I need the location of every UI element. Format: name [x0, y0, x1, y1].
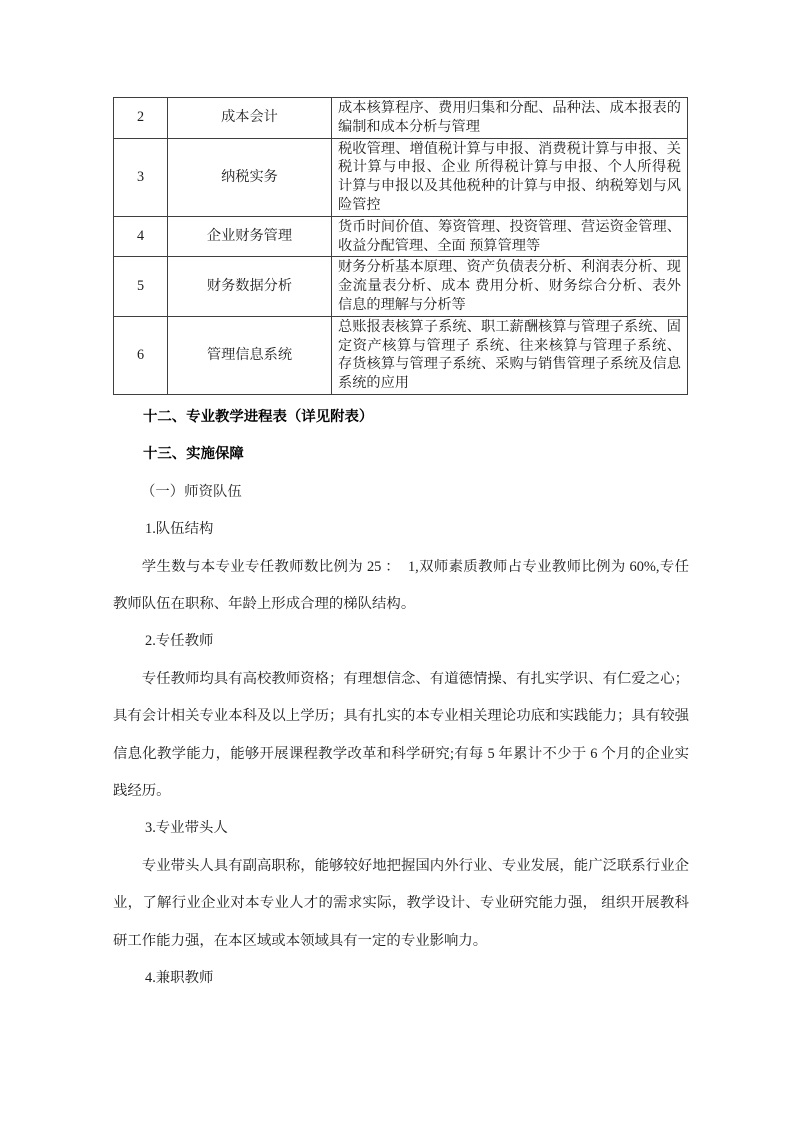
course-number-cell: 5 [114, 257, 168, 316]
heading-section-12: 十二、专业教学进程表（详见附表） [143, 409, 374, 425]
item-program-leader: 3.专业带头人 [145, 820, 228, 837]
course-content-cell: 货币时间价值、筹资管理、投资管理、营运资金管理、收益分配管理、全面 预算管理等 [332, 216, 688, 257]
paragraph-program-leader: 专业带头人具有副高职称，能够较好地把握国内外行业、专业发展，能广泛联系行业企业，了解行业企业对本专业人才的需求实际，教学设计、专业研究能力强， 组织开展教科研工作能力强，在本区域或本领域具有一定的专业影响力。 [113, 857, 689, 949]
item-fulltime-teachers: 2.专任教师 [145, 633, 214, 650]
course-number-cell: 2 [114, 98, 168, 139]
table-row [114, 316, 688, 394]
course-name-cell: 成本会计 [168, 98, 332, 139]
table-row [114, 98, 688, 139]
document-body [113, 399, 689, 998]
course-content-cell: 总账报表核算子系统、职工薪酬核算与管理子系统、固定资产核算与管理子 系统、往来核算与管理子系统、存货核算与管理子系统、采购与销售管理子系统及信息系统的应用 [332, 316, 688, 394]
item-team-structure: 1.队伍结构 [145, 521, 214, 538]
subheading-faculty-team: （一）师资队伍 [141, 483, 242, 500]
course-content-cell: 财务分析基本原理、资产负债表分析、利润表分析、现金流量表分析、成本 费用分析、财务综合分析、表外信息的理解与分析等 [332, 257, 688, 316]
paragraph-team-structure: 学生数与本专业专任教师数比例为 25 ： 1,双师素质教师占专业教师比例为 60%,专任教师队伍在职称、年龄上形成合理的梯队结构。 [113, 558, 689, 613]
course-name-cell: 财务数据分析 [168, 257, 332, 316]
heading-section-13: 十三、实施保障 [143, 446, 244, 463]
table-row [114, 138, 688, 216]
course-content-table [113, 97, 688, 395]
course-name-cell: 企业财务管理 [168, 216, 332, 257]
course-number-cell: 6 [114, 316, 168, 394]
course-name-cell: 纳税实务 [168, 138, 332, 216]
item-parttime-teachers: 4.兼职教师 [145, 970, 214, 987]
course-name-cell: 管理信息系统 [168, 316, 332, 394]
paragraph-fulltime-teachers: 专任教师均具有高校教师资格；有理想信念、有道德情操、有扎实学识、有仁爱之心；具有会计相关专业本科及以上学历；具有扎实的本专业相关理论功底和实践能力；具有较强信息化教学能力，能够开展课程教学改革和科学研究;有每 5 年累计不少于 6 个月的企业实践经历。 [113, 670, 689, 800]
table-row [114, 216, 688, 257]
course-number-cell: 3 [114, 138, 168, 216]
course-number-cell: 4 [114, 216, 168, 257]
course-content-cell: 税收管理、增值税计算与申报、消费税计算与申报、关税计算与申报、企业 所得税计算与申报、个人所得税计算与申报以及其他税种的计算与申报、纳税筹划与风险管控 [332, 138, 688, 216]
table-row [114, 257, 688, 316]
course-content-cell: 成本核算程序、费用归集和分配、品种法、成本报表的编制和成本分析与管理 [332, 98, 688, 139]
